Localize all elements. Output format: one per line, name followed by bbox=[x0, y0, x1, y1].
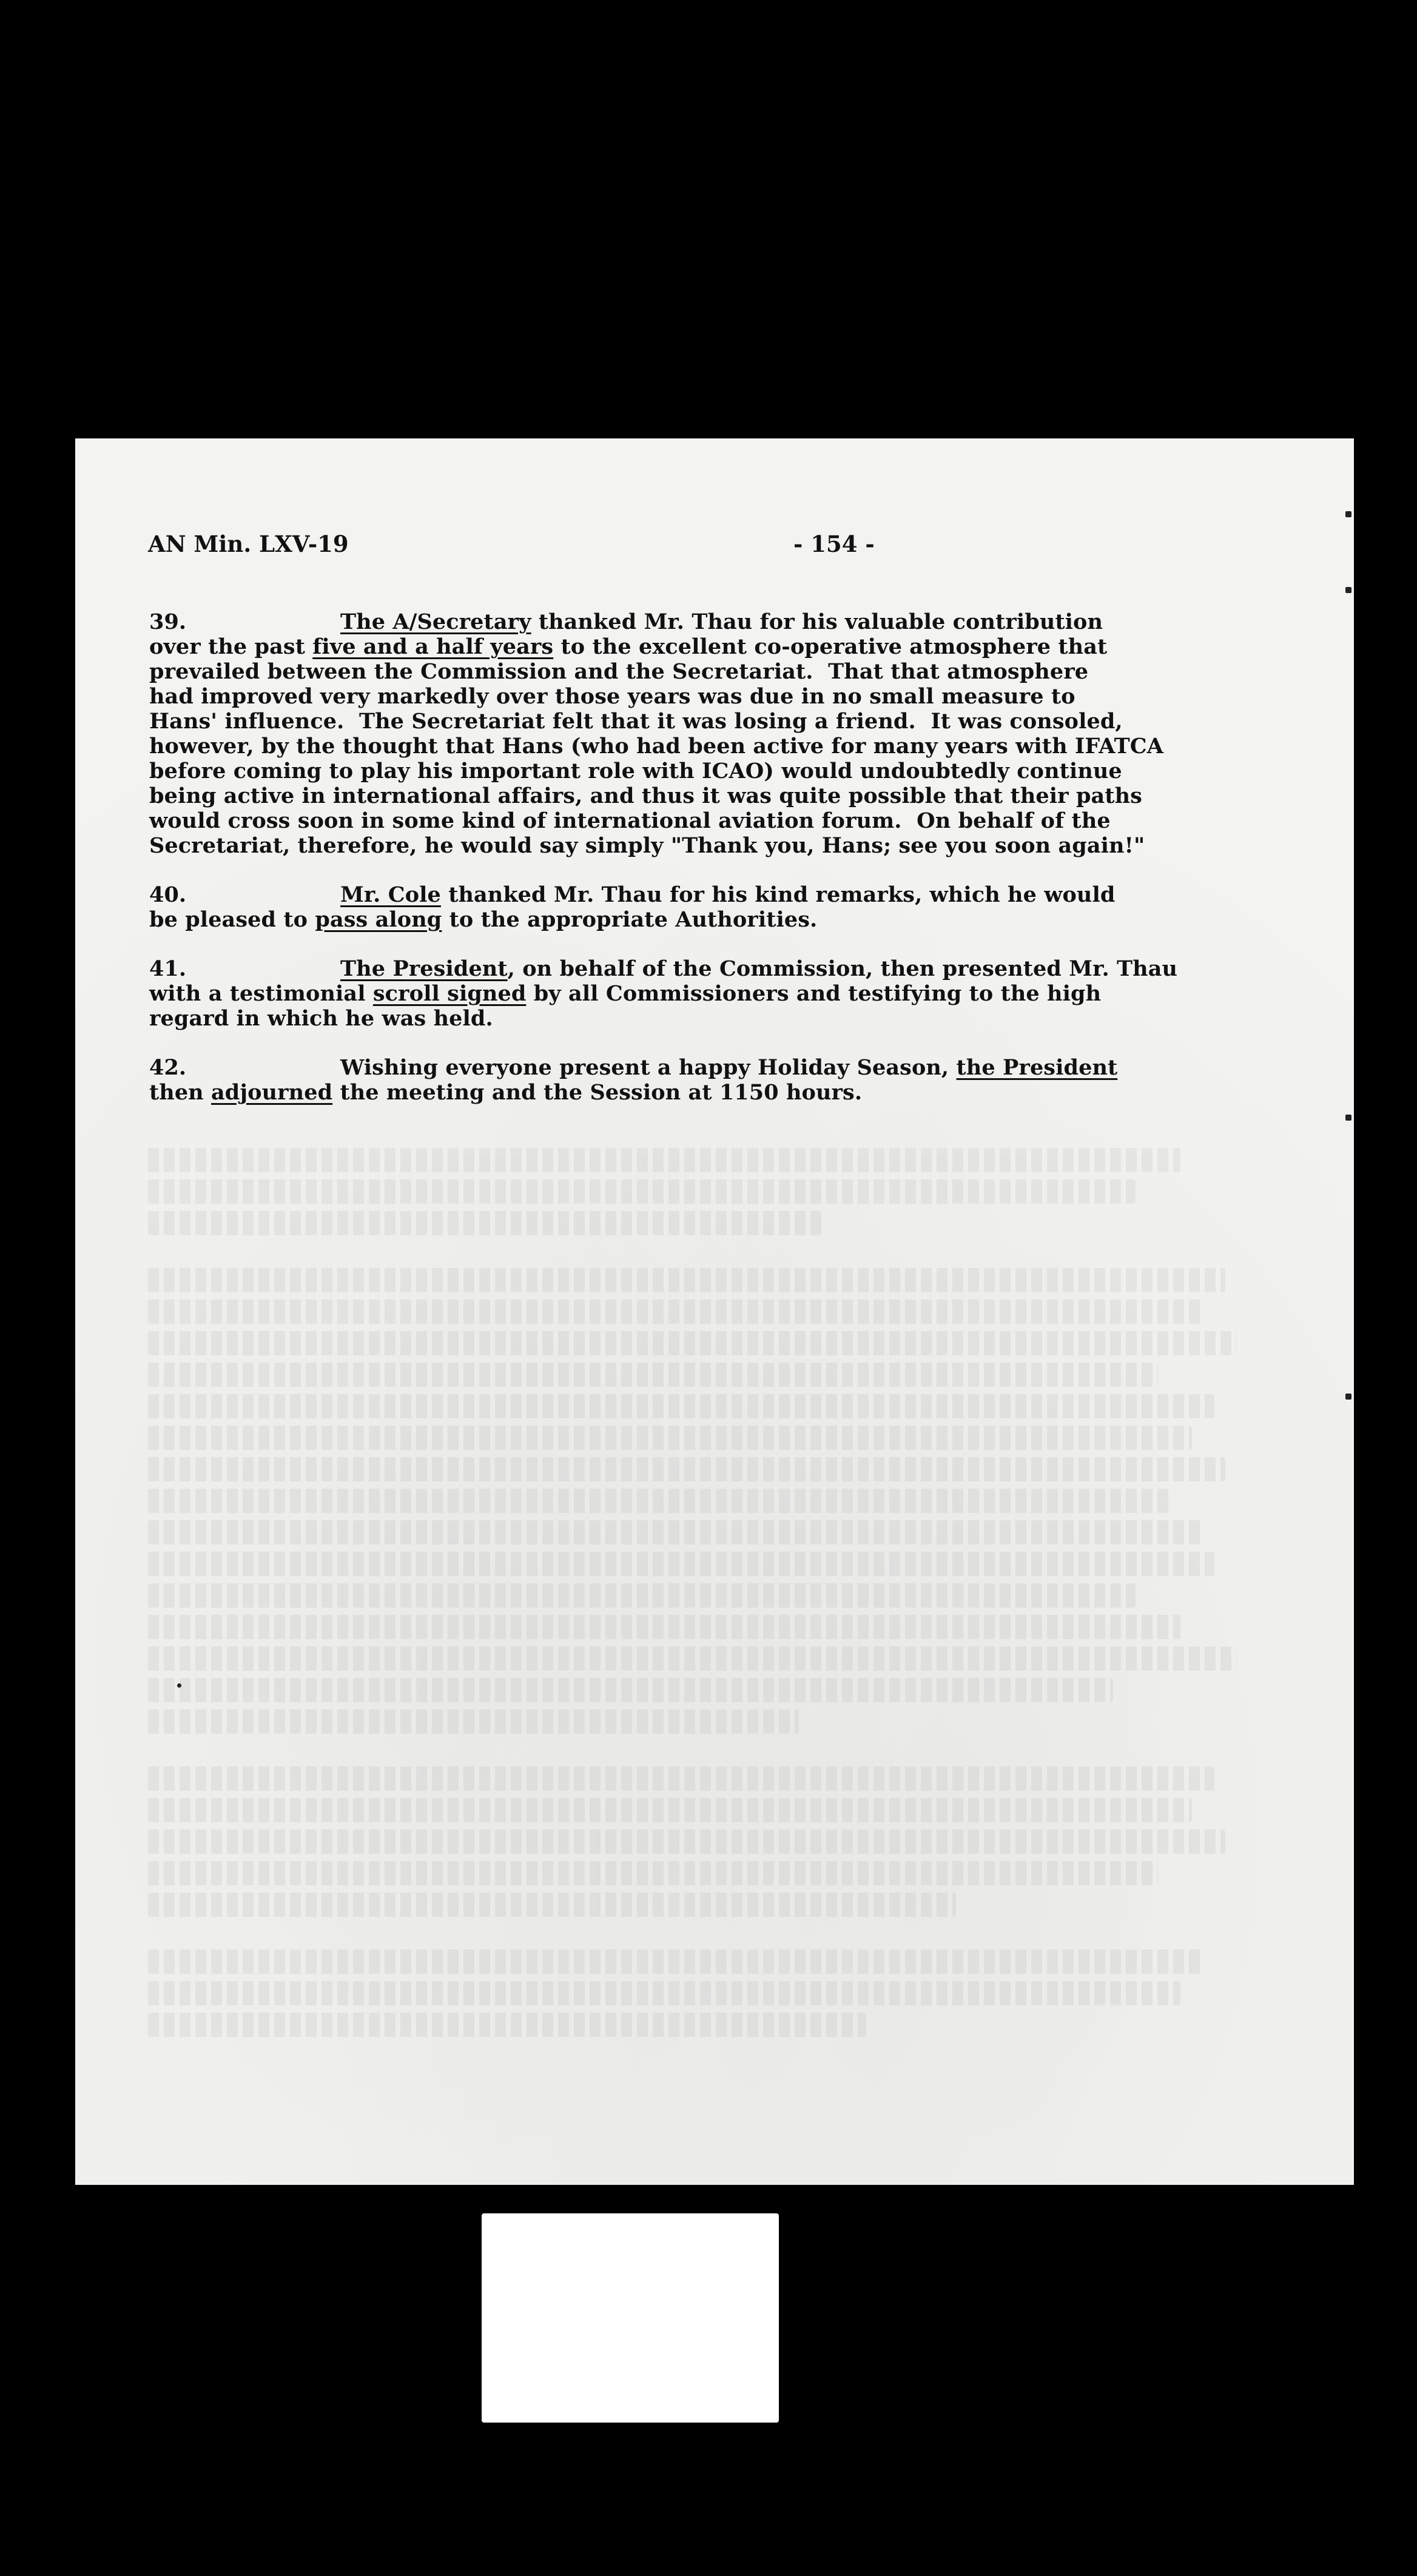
text-line: Hans' influence. The Secretariat felt that it was losing a friend. It was consoled, bbox=[149, 709, 1123, 734]
text-line bbox=[149, 981, 1338, 1006]
text-line: being active in international affairs, and thus it was quite possible that their paths bbox=[149, 783, 1142, 808]
document-page bbox=[75, 438, 1354, 2185]
text-line bbox=[149, 1080, 1338, 1105]
text-run: then bbox=[149, 1080, 212, 1105]
text-line: had improved very markedly over those years was due in no small measure to bbox=[149, 684, 1075, 709]
edge-mark bbox=[1345, 1115, 1351, 1121]
paragraph-number: 40. bbox=[149, 882, 187, 907]
document-reference: AN Min. LXV-19 bbox=[148, 531, 349, 557]
speck-mark bbox=[177, 1683, 181, 1688]
edge-mark bbox=[1345, 587, 1351, 593]
bleed-through-text bbox=[148, 1148, 1270, 2058]
text-run: to the excellent co-operative atmosphere that bbox=[553, 634, 1108, 659]
text-line: however, by the thought that Hans (who had been active for many years with IFATCA bbox=[149, 734, 1163, 759]
text-line bbox=[149, 882, 1338, 907]
speaker-name: the President bbox=[956, 1055, 1118, 1080]
text-run: with a testimonial bbox=[149, 981, 373, 1006]
text-line bbox=[149, 634, 1338, 659]
text-run: to the appropriate Authorities. bbox=[442, 907, 818, 932]
text-run: the meeting and the Session at 1150 hours. bbox=[332, 1080, 863, 1105]
text-line bbox=[149, 956, 1338, 981]
speaker-name: The A/Secretary bbox=[340, 609, 531, 634]
text-line bbox=[149, 907, 1338, 932]
speaker-name: Mr. Cole bbox=[340, 882, 441, 907]
paragraph-42 bbox=[149, 1055, 1338, 1105]
text-run: be pleased to bbox=[149, 907, 315, 932]
edge-mark bbox=[1345, 1394, 1351, 1400]
paragraph-number: 42. bbox=[149, 1055, 187, 1080]
underlined-phrase: pass along bbox=[315, 907, 442, 932]
underlined-phrase: scroll signed bbox=[372, 981, 527, 1006]
edge-mark bbox=[1345, 511, 1351, 517]
text-line: before coming to play his important role with ICAO) would undoubtedly continue bbox=[149, 759, 1122, 783]
text-line: would cross soon in some kind of international aviation forum. On behalf of the bbox=[149, 808, 1111, 833]
paragraph-41 bbox=[149, 956, 1338, 1031]
text-run: , on behalf of the Commission, then presented Mr. Thau bbox=[507, 956, 1178, 981]
text-run: thanked Mr. Thau for his kind remarks, which he would bbox=[440, 882, 1116, 907]
underlined-phrase: five and a half years bbox=[312, 634, 554, 659]
paragraph-40 bbox=[149, 882, 1338, 932]
paragraph-number: 39. bbox=[149, 609, 187, 634]
speaker-name: The President bbox=[340, 956, 508, 981]
text-line bbox=[149, 1055, 1338, 1080]
text-run: by all Commissioners and testifying to the high bbox=[526, 981, 1102, 1006]
minutes-body bbox=[149, 609, 1338, 1129]
page-header bbox=[148, 531, 1281, 567]
text-run: over the past bbox=[149, 634, 313, 659]
text-line bbox=[149, 609, 1338, 634]
paragraph-number: 41. bbox=[149, 956, 187, 981]
text-run: Wishing everyone present a happy Holiday Season, bbox=[340, 1055, 957, 1080]
paragraph-39 bbox=[149, 609, 1338, 858]
underlined-phrase: adjourned bbox=[211, 1080, 333, 1105]
text-line: regard in which he was held. bbox=[149, 1006, 493, 1031]
text-line: prevailed between the Commission and the Secretariat. That that atmosphere bbox=[149, 659, 1089, 684]
blank-target-card bbox=[482, 2213, 779, 2423]
page-number: - 154 - bbox=[793, 531, 875, 557]
text-line: Secretariat, therefore, he would say simply "Thank you, Hans; see you soon again!" bbox=[149, 833, 1145, 858]
text-run: thanked Mr. Thau for his valuable contribution bbox=[531, 609, 1103, 634]
